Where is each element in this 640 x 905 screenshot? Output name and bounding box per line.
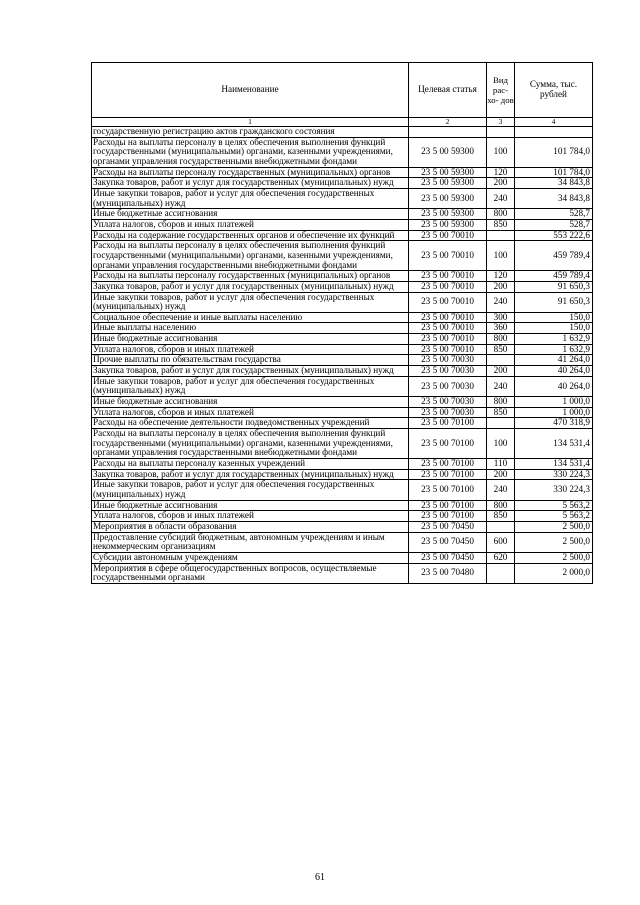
header-name: Наименование [92, 63, 409, 118]
row-sum: 40 264,0 [515, 366, 593, 377]
row-expense-type: 240 [487, 188, 515, 208]
row-sum: 1 632,9 [515, 334, 593, 345]
header-article: Целевая статья [409, 63, 487, 118]
row-sum: 91 650,3 [515, 292, 593, 312]
row-name: Расходы на содержание государственных органов и обеспечение их функций [92, 230, 409, 241]
table-row [92, 469, 593, 480]
table-row [92, 167, 593, 178]
row-name: Закупка товаров, работ и услуг для государственных (муниципальных) нужд [92, 281, 409, 292]
row-expense-type: 600 [487, 532, 515, 552]
row-sum: 34 843,8 [515, 178, 593, 189]
row-article: 23 5 00 70030 [409, 397, 487, 408]
row-name: Закупка товаров, работ и услуг для государственных (муниципальных) нужд [92, 366, 409, 377]
row-name: Иные закупки товаров, работ и услуг для обеспечения государственных (муниципальных) нужд [92, 480, 409, 500]
table-row [92, 219, 593, 230]
table-row [92, 418, 593, 429]
row-name: Предоставление субсидий бюджетным, автономным учреждениям и иным некоммерческим организациям [92, 532, 409, 552]
row-expense-type: 360 [487, 323, 515, 334]
row-expense-type [487, 355, 515, 366]
row-article: 23 5 00 59300 [409, 137, 487, 167]
budget-table [91, 62, 593, 584]
table-row [92, 355, 593, 366]
row-article: 23 5 00 70010 [409, 344, 487, 355]
row-expense-type: 120 [487, 271, 515, 282]
row-article: 23 5 00 59300 [409, 167, 487, 178]
row-sum: 2 500,0 [515, 532, 593, 552]
row-expense-type: 800 [487, 209, 515, 220]
row-sum: 150,0 [515, 323, 593, 334]
table-row [92, 127, 593, 138]
row-name: Мероприятия в сфере общегосударственных вопросов, осуществляемые государственными органами [92, 563, 409, 583]
row-sum: 1 632,9 [515, 344, 593, 355]
row-expense-type [487, 418, 515, 429]
row-expense-type [487, 230, 515, 241]
row-name: Закупка товаров, работ и услуг для государственных (муниципальных) нужд [92, 178, 409, 189]
row-expense-type: 300 [487, 312, 515, 323]
row-expense-type: 850 [487, 344, 515, 355]
row-expense-type: 620 [487, 552, 515, 563]
row-name: Субсидии автономным учреждениям [92, 552, 409, 563]
row-name: Иные бюджетные ассигнования [92, 397, 409, 408]
table-row [92, 241, 593, 271]
row-expense-type: 200 [487, 281, 515, 292]
row-article: 23 5 00 70010 [409, 241, 487, 271]
row-article: 23 5 00 70100 [409, 511, 487, 522]
row-name: государственную регистрацию актов гражданского состояния [92, 127, 409, 138]
table-row [92, 480, 593, 500]
row-sum: 41 264,0 [515, 355, 593, 366]
table-row [92, 552, 593, 563]
table-row [92, 407, 593, 418]
row-name: Закупка товаров, работ и услуг для государственных (муниципальных) нужд [92, 469, 409, 480]
row-sum: 134 531,4 [515, 429, 593, 459]
row-article: 23 5 00 70100 [409, 429, 487, 459]
table-row [92, 334, 593, 345]
row-article: 23 5 00 70480 [409, 563, 487, 583]
table-row [92, 429, 593, 459]
row-expense-type: 110 [487, 459, 515, 470]
row-sum: 5 563,2 [515, 500, 593, 511]
row-expense-type: 850 [487, 511, 515, 522]
column-number: 2 [409, 118, 487, 127]
row-sum: 2 000,0 [515, 563, 593, 583]
row-sum: 330 224,3 [515, 469, 593, 480]
row-sum: 91 650,3 [515, 281, 593, 292]
table-row [92, 500, 593, 511]
row-expense-type: 120 [487, 167, 515, 178]
column-number: 4 [515, 118, 593, 127]
row-expense-type: 200 [487, 469, 515, 480]
row-sum: 1 000,0 [515, 397, 593, 408]
row-name: Расходы на выплаты персоналу в целях обеспечения выполнения функций государственными (муниципальными) органами, казенными учреждениями, органами управления государственными внебюджетными фондами [92, 137, 409, 167]
table-row [92, 521, 593, 532]
row-name: Прочие выплаты по обязательствам государства [92, 355, 409, 366]
row-article: 23 5 00 70030 [409, 376, 487, 396]
row-sum: 330 224,3 [515, 480, 593, 500]
row-expense-type: 800 [487, 397, 515, 408]
row-article: 23 5 00 70100 [409, 459, 487, 470]
row-name: Иные закупки товаров, работ и услуг для обеспечения государственных (муниципальных) нужд [92, 376, 409, 396]
row-sum: 528,7 [515, 209, 593, 220]
row-article: 23 5 00 70010 [409, 312, 487, 323]
table-row [92, 563, 593, 583]
row-expense-type: 850 [487, 407, 515, 418]
row-article: 23 5 00 70010 [409, 281, 487, 292]
table-row [92, 178, 593, 189]
row-name: Мероприятия в области образования [92, 521, 409, 532]
row-sum: 40 264,0 [515, 376, 593, 396]
row-name: Иные бюджетные ассигнования [92, 209, 409, 220]
row-sum: 528,7 [515, 219, 593, 230]
page-number: 61 [315, 872, 325, 883]
row-article: 23 5 00 70450 [409, 532, 487, 552]
row-name: Иные закупки товаров, работ и услуг для обеспечения государственных (муниципальных) нужд [92, 188, 409, 208]
row-expense-type: 850 [487, 219, 515, 230]
row-name: Иные закупки товаров, работ и услуг для обеспечения государственных (муниципальных) нужд [92, 292, 409, 312]
row-name: Расходы на выплаты персоналу в целях обеспечения выполнения функций государственными (муниципальными) органами, казенными учреждениями, органами управления государственными внебюджетными фондами [92, 241, 409, 271]
column-number: 1 [92, 118, 409, 127]
row-expense-type: 100 [487, 429, 515, 459]
row-name: Расходы на выплаты персоналу государственных (муниципальных) органов [92, 167, 409, 178]
row-expense-type: 200 [487, 366, 515, 377]
row-expense-type: 240 [487, 480, 515, 500]
table-row [92, 271, 593, 282]
row-sum: 101 784,0 [515, 137, 593, 167]
row-sum: 34 843,8 [515, 188, 593, 208]
row-article: 23 5 00 59300 [409, 178, 487, 189]
table-row [92, 323, 593, 334]
row-article: 23 5 00 70010 [409, 230, 487, 241]
row-sum: 470 318,9 [515, 418, 593, 429]
row-expense-type [487, 521, 515, 532]
row-article: 23 5 00 70100 [409, 500, 487, 511]
table-row [92, 230, 593, 241]
table-row [92, 312, 593, 323]
table-row [92, 344, 593, 355]
table-row [92, 292, 593, 312]
row-sum: 134 531,4 [515, 459, 593, 470]
row-expense-type: 100 [487, 241, 515, 271]
row-name: Уплата налогов, сборов и иных платежей [92, 511, 409, 522]
table-row [92, 376, 593, 396]
row-sum [515, 127, 593, 138]
table-row [92, 188, 593, 208]
row-article: 23 5 00 70100 [409, 469, 487, 480]
header-sum: Сумма, тыс. рублей [515, 63, 593, 118]
row-expense-type: 800 [487, 334, 515, 345]
row-sum: 2 500,0 [515, 521, 593, 532]
row-article: 23 5 00 70030 [409, 355, 487, 366]
header-row [92, 63, 593, 118]
row-expense-type: 240 [487, 292, 515, 312]
row-article [409, 127, 487, 138]
row-name: Иные бюджетные ассигнования [92, 334, 409, 345]
row-article: 23 5 00 70100 [409, 480, 487, 500]
row-expense-type [487, 563, 515, 583]
table-row [92, 459, 593, 470]
row-sum: 1 000,0 [515, 407, 593, 418]
row-name: Расходы на выплаты персоналу казенных учреждений [92, 459, 409, 470]
table-row [92, 137, 593, 167]
row-article: 23 5 00 70010 [409, 271, 487, 282]
row-article: 23 5 00 59300 [409, 188, 487, 208]
row-expense-type: 240 [487, 376, 515, 396]
row-article: 23 5 00 59300 [409, 219, 487, 230]
row-name: Уплата налогов, сборов и иных платежей [92, 344, 409, 355]
row-sum: 459 789,4 [515, 271, 593, 282]
row-expense-type: 200 [487, 178, 515, 189]
table-row [92, 209, 593, 220]
row-sum: 2 500,0 [515, 552, 593, 563]
row-sum: 459 789,4 [515, 241, 593, 271]
row-expense-type: 800 [487, 500, 515, 511]
table-row [92, 532, 593, 552]
row-expense-type: 100 [487, 137, 515, 167]
header-expense-type: Вид рас- хо- дов [487, 63, 515, 118]
row-name: Уплата налогов, сборов и иных платежей [92, 219, 409, 230]
row-article: 23 5 00 70030 [409, 366, 487, 377]
row-article: 23 5 00 70010 [409, 292, 487, 312]
row-name: Расходы на выплаты персоналу государственных (муниципальных) органов [92, 271, 409, 282]
row-article: 23 5 00 70450 [409, 521, 487, 532]
row-name: Уплата налогов, сборов и иных платежей [92, 407, 409, 418]
table-row [92, 397, 593, 408]
row-article: 23 5 00 70100 [409, 418, 487, 429]
row-name: Расходы на выплаты персоналу в целях обеспечения выполнения функций государственными (муниципальными) органами, казенными учреждениями, органами управления государственными внебюджетными фондами [92, 429, 409, 459]
table-row [92, 511, 593, 522]
row-sum: 5 563,2 [515, 511, 593, 522]
column-number: 3 [487, 118, 515, 127]
table-row [92, 281, 593, 292]
row-article: 23 5 00 70010 [409, 323, 487, 334]
row-article: 23 5 00 70010 [409, 334, 487, 345]
row-expense-type [487, 127, 515, 138]
row-name: Расходы на обеспечение деятельности подведомственных учреждений [92, 418, 409, 429]
row-article: 23 5 00 70030 [409, 407, 487, 418]
row-name: Иные выплаты населению [92, 323, 409, 334]
row-article: 23 5 00 59300 [409, 209, 487, 220]
row-sum: 101 784,0 [515, 167, 593, 178]
row-article: 23 5 00 70450 [409, 552, 487, 563]
row-sum: 553 222,6 [515, 230, 593, 241]
row-sum: 150,0 [515, 312, 593, 323]
row-name: Иные бюджетные ассигнования [92, 500, 409, 511]
row-name: Социальное обеспечение и иные выплаты населению [92, 312, 409, 323]
table-row [92, 366, 593, 377]
column-numbers-row [92, 118, 593, 127]
